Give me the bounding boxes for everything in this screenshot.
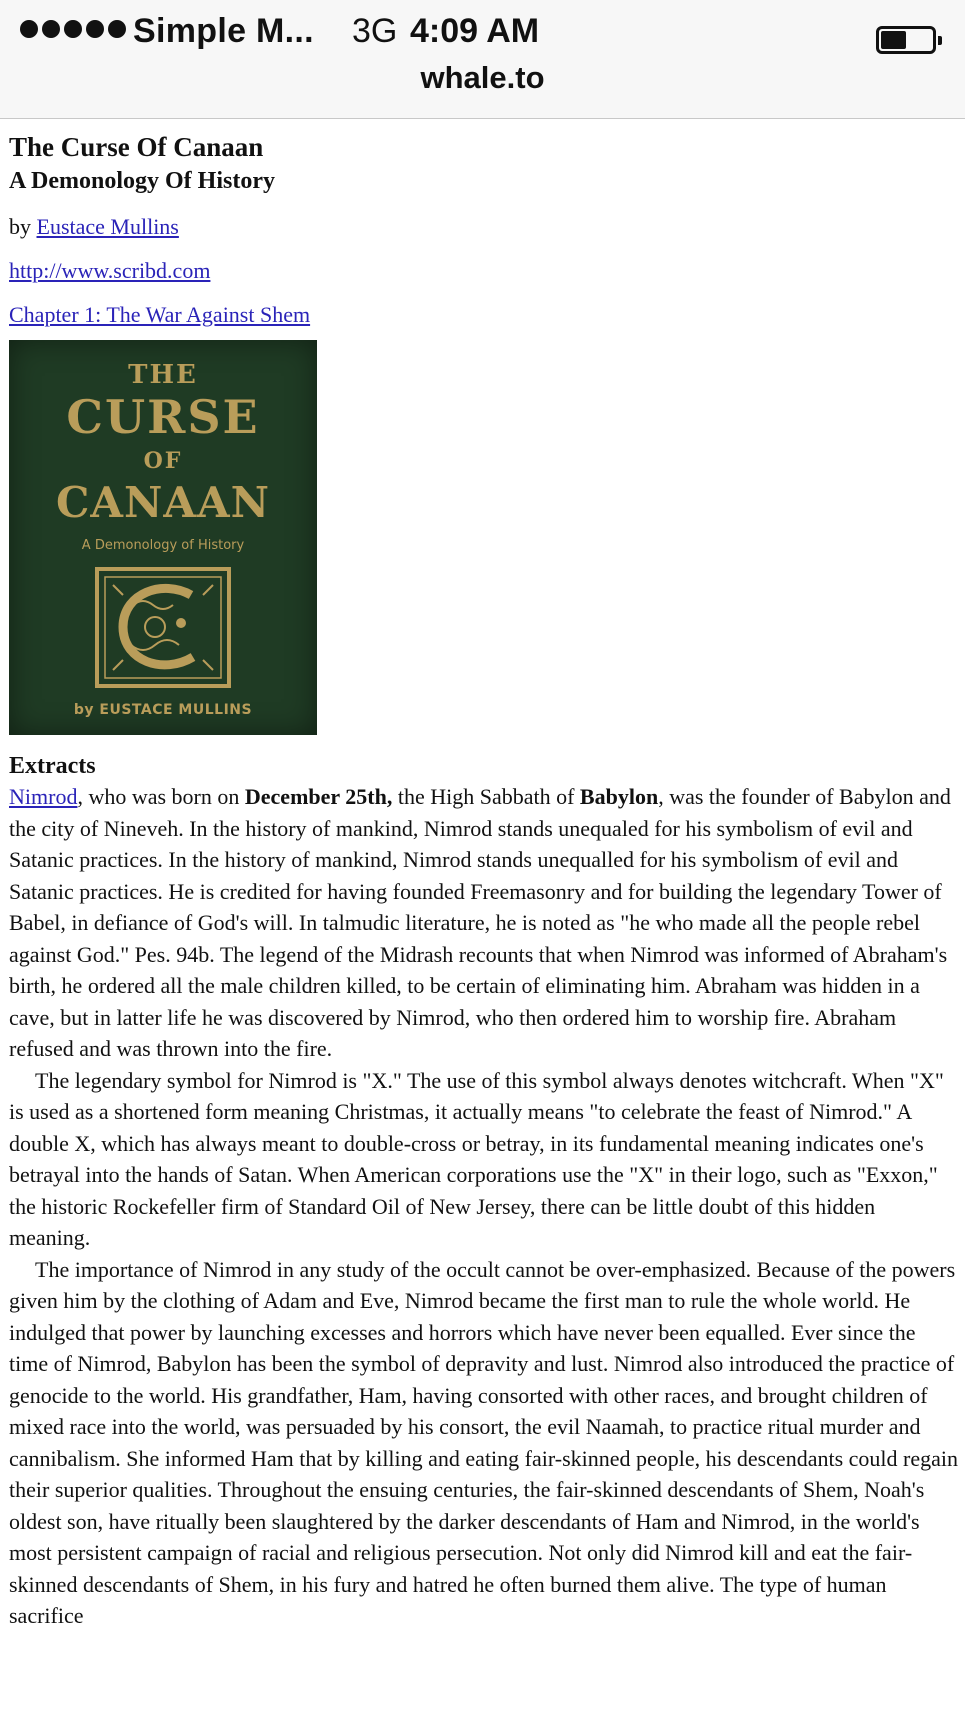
cover-the: THE [128,360,198,390]
extract-paragraph-1 [9,781,959,1065]
page-subtitle: A Demonology Of History [9,168,275,194]
signal-dots-icon [20,20,126,38]
cover-canaan: CANAAN [56,478,270,527]
book-cover-image [9,340,317,735]
nimrod-link[interactable]: Nimrod [9,784,78,809]
carrier-name: Simple M... [133,12,314,50]
cover-author: by EUSTACE MULLINS [73,702,253,718]
page-title: The Curse Of Canaan [9,132,264,162]
p1-text-b: the High Sabbath of [392,784,580,809]
status-bar [0,0,965,119]
p1-bold-babylon: Babylon [579,784,659,809]
p1-text-a: , who was born on [77,784,245,809]
clock: 4:09 AM [410,12,540,50]
ornament-emblem-icon [93,565,233,690]
network-type: 3G [352,12,398,50]
byline-prefix: by [9,214,37,239]
extract-paragraph-2: The legendary symbol for Nimrod is "X." The use of this symbol always denotes witchcraft. When "X" is used as a shortened form meaning Christmas, it actually means "to celebrate the feast of Nimrod." A double X, which has always meant to double-cross or betray, in its fundamental meaning indicates one's betrayal into the hands of Satan. When American corporations use the "X" in their logo, such as "Exxon," the historic Rockefeller firm of Standard Oil of New Jersey, there can be little doubt of this hidden meaning. [9,1067,944,1250]
byline [9,212,959,242]
p1-bold-date: December 25th, [244,784,393,809]
author-link[interactable]: Eustace Mullins [36,214,179,239]
source-line [9,256,959,286]
chapter-link[interactable]: Chapter 1: The War Against Shem [9,302,311,327]
extracts-heading: Extracts [9,753,96,779]
status-row [0,10,965,56]
address-bar[interactable]: whale.to [420,60,545,95]
battery-icon [876,26,936,54]
p1-text-c: , was the founder of Babylon and the city of Nineveh. In the history of mankind, Nimrod stands unequaled for his symbolism of evil and Satanic practices. In the history of mankind, Nimrod stands unequalled for his symbolism of evil and Satanic practices. He is credited for having founded Freemasonry and for building the legendary Tower of Babel, in defiance of God's will. In talmudic literature, he is noted as "he who made all the people rebel against God." Pes. 94b. The legend of the Midrash recounts that when Nimrod was informed of Abraham's birth, he ordered all the male children killed, to be certain of eliminating him. Abraham was hidden in a cave, but in latter life he was discovered by Nimrod, who then ordered him to worship fire. Abraham refused and was thrown into the fire. [9,784,951,1061]
source-link[interactable]: http://www.scribd.com [9,258,211,283]
extract-paragraph-3: The importance of Nimrod in any study of the occult cannot be over-emphasized. Because of the powers given him by the clothing of Adam and Eve, Nimrod became the first man to rule the whole world. He indulged that power by launching excesses and horrors which have never been equalled. Ever since the time of Nimrod, Babylon has been the symbol of depravity and lust. Nimrod also introduced the practice of genocide to the world. His grandfather, Ham, having consorted with other races, and brought children of mixed race into the world, was persuaded by his consort, the evil Naamah, to practice ritual murder and cannibalism. She informed Ham that by killing and eating fair-skinned people, his descendants could regain their superior qualities. Throughout the ensuing centuries, the fair-skinned descendants of Shem, Noah's oldest son, have ritually been slaughtered by the darker descendants of Ham and Nimrod, in the world's most persistent campaign of racial and religious persecution. Not only did Nimrod kill and eat the fair-skinned descendants of Shem, in his fury and hatred he often burned them alive. The type of human sacrifice [9,1256,958,1628]
cover-subtitle: A Demonology of History [81,538,245,553]
chapter-line [9,300,959,330]
cover-of: OF [143,448,183,474]
cover-curse: CURSE [66,390,260,444]
page-content [9,118,959,1632]
